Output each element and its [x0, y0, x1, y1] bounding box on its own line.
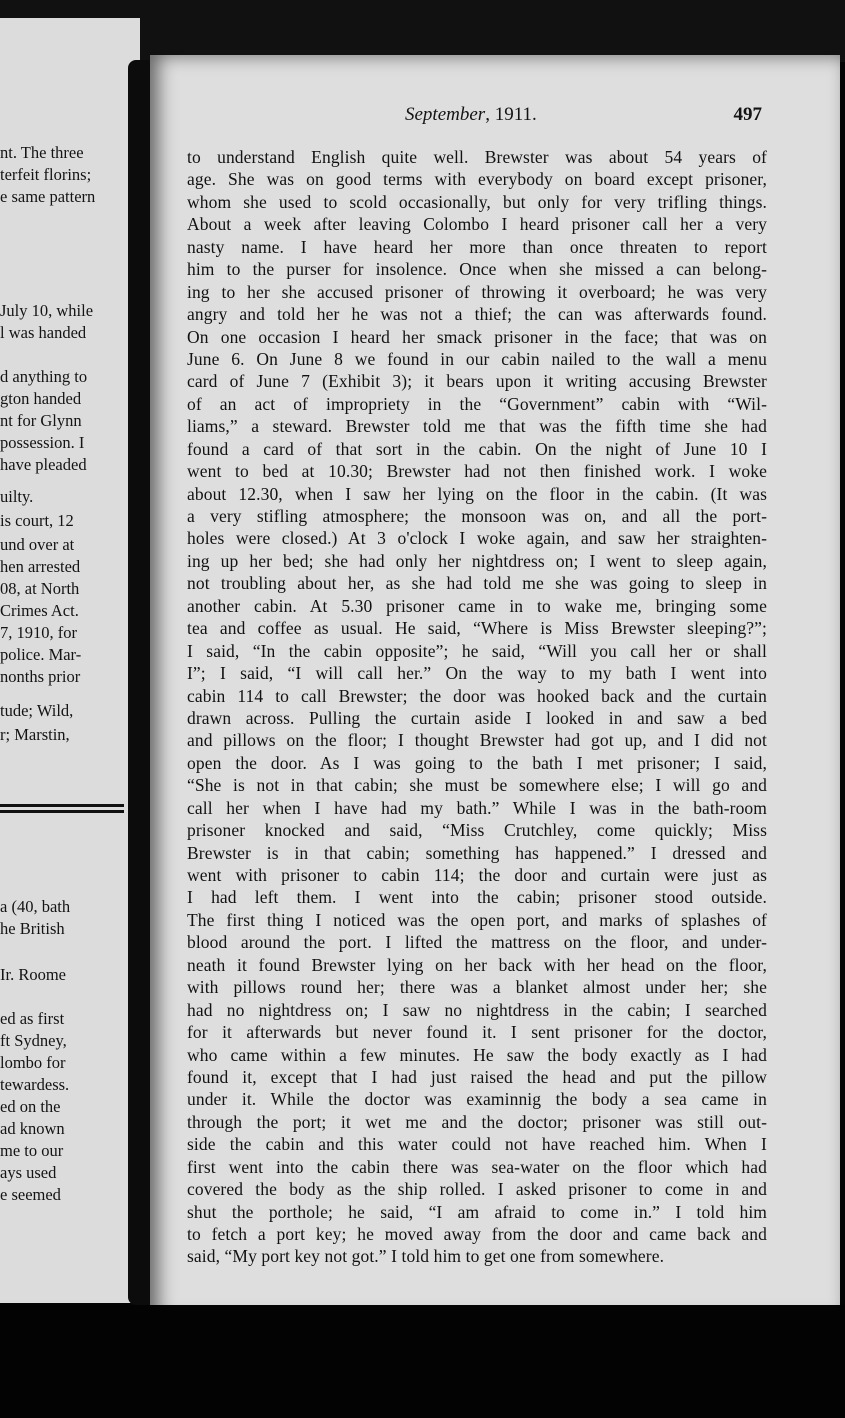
body-line: through the port; it wet me and the doctor; prisoner was still out- [187, 1111, 767, 1132]
left-page-line: is court, 12 [0, 511, 74, 530]
left-page-line: ft Sydney, [0, 1031, 67, 1050]
body-line: went to bed at 10.30; Brewster had not then finished work. I woke [187, 461, 767, 482]
left-page-line: ed as first [0, 1009, 65, 1028]
left-page-line: terfeit florins; [0, 165, 92, 184]
running-header [150, 104, 762, 128]
body-line: blood around the port. I lifted the mattress on the floor, and under- [187, 932, 767, 953]
left-page-line: July 10, while [0, 301, 94, 320]
scan-bottom-border [0, 1305, 845, 1418]
header-month: September [405, 104, 486, 125]
left-page-line: possession. I [0, 433, 85, 452]
body-line: first went into the cabin there was sea-water on the floor which had [187, 1156, 767, 1177]
body-line: for it afterwards but never found it. I sent prisoner for the doctor, [187, 1022, 767, 1043]
body-line: About a week after leaving Colombo I heard prisoner call her a very [187, 214, 767, 235]
left-page-line: e seemed [0, 1185, 61, 1204]
body-line: whom she used to scold occasionally, but only for very trifling things. [187, 191, 767, 212]
body-line: to fetch a port key; he moved away from the door and came back and [187, 1224, 767, 1244]
left-page-line: nt for Glynn [0, 411, 82, 430]
body-line: under it. While the doctor was examinnig the body a sea came in [187, 1089, 767, 1110]
body-line: ing up her bed; she had only her nightdress on; I went to sleep again, [187, 550, 767, 571]
body-line: neath it found Brewster lying on her back with her head on the floor, [187, 954, 767, 975]
body-line: found a card of that sort in the cabin. On the night of June 10 I [187, 438, 767, 459]
body-line: liams,” a steward. Brewster told me that was the fifth time she had [187, 416, 767, 437]
left-page-line: 08, at North [0, 579, 80, 598]
body-line: On one occasion I heard her smack prisoner in the face; that was on [187, 326, 767, 347]
body-line: “She is not in that cabin; she must be somewhere else; I will go and [187, 775, 767, 796]
body-line: cabin 114 to call Brewster; the door was hooked back and the curtain [187, 685, 767, 706]
body-line: nasty name. I have heard her more than once threaten to report [187, 236, 767, 257]
left-page-line: Ir. Roome [0, 965, 66, 984]
body-line: age. She was on good terms with everybody on board except prisoner, [187, 169, 767, 190]
body-line: I had left them. I went into the cabin; prisoner stood outside. [187, 887, 767, 908]
body-line: of an act of impropriety in the “Government” cabin with “Wil- [187, 393, 767, 414]
body-line: a very stifling atmosphere; the monsoon was on, and all the port- [187, 506, 767, 526]
section-rule [0, 810, 124, 813]
left-page-line: nt. The three [0, 143, 84, 162]
body-line: him to the purser for insolence. Once when she missed a can belong- [187, 259, 767, 280]
header-year: , 1911. [485, 104, 537, 125]
left-page-line: a (40, bath [0, 897, 71, 916]
left-page-fragment [0, 18, 140, 1303]
body-line: who came within a few minutes. He saw the body exactly as I had [187, 1044, 767, 1065]
left-page-line: tewardess. [0, 1075, 70, 1094]
body-line: June 6. On June 8 we found in our cabin nailed to the wall a menu [187, 348, 767, 369]
left-page-line: hen arrested [0, 557, 81, 576]
body-line: The first thing I noticed was the open port, and marks of splashes of [187, 909, 767, 930]
body-line: went with prisoner to cabin 114; the door and curtain were just as [187, 865, 767, 885]
body-line: covered the body as the ship rolled. I asked prisoner to come in and [187, 1179, 767, 1200]
left-page-line: have pleaded [0, 455, 87, 474]
left-page-line: d anything to [0, 367, 88, 386]
page-number: 497 [733, 104, 762, 125]
left-page-line: 7, 1910, for [0, 623, 77, 642]
body-line: not troubling about her, as she had told me she was going to sleep in [187, 573, 767, 594]
body-line: drawn across. Pulling the curtain aside I looked in and saw a bed [187, 707, 767, 728]
left-page-line: he British [0, 919, 65, 938]
section-rule [0, 804, 124, 807]
body-line: and pillows on the floor; I thought Brewster had got up, and I did not [187, 730, 767, 751]
body-line: I”; I said, “I will call her.” On the way to my bath I went into [187, 663, 767, 684]
body-line: Brewster is in that cabin; something has happened.” I dressed and [187, 842, 767, 863]
left-page-line: uilty. [0, 487, 34, 506]
left-page-line: nonths prior [0, 667, 81, 686]
left-page-line: ad known [0, 1119, 65, 1138]
body-line: side the cabin and this water could not have reached him. When I [187, 1134, 767, 1155]
body-line: prisoner knocked and said, “Miss Crutchley, come quickly; Miss [187, 820, 767, 841]
body-line: said, “My port key not got.” I told him to get one from somewhere. [187, 1246, 665, 1267]
body-line: tea and coffee as usual. He said, “Where is Miss Brewster sleeping?”; [187, 618, 767, 639]
running-head [405, 104, 537, 126]
left-page-line: Crimes Act. [0, 601, 79, 620]
body-text [187, 146, 767, 1268]
left-page-line: e same pattern [0, 187, 96, 206]
body-line: I said, “In the cabin opposite”; he said, “Will you call her or shall [187, 640, 767, 661]
body-line: another cabin. At 5.30 prisoner came in to wake me, bringing some [187, 595, 767, 616]
body-line: shut the porthole; he said, “I am afraid to come in.” I told him [187, 1201, 767, 1222]
body-line: holes were closed.) At 3 o'clock I woke again, and saw her straighten- [187, 528, 767, 549]
left-page-line: l was handed [0, 323, 87, 342]
body-line: ing to her she accused prisoner of throwing it overboard; he was very [187, 281, 767, 302]
left-page-line: police. Mar- [0, 645, 82, 664]
left-page-line: ays used [0, 1163, 57, 1182]
body-line: open the door. As I was going to the bath I met prisoner; I said, [187, 752, 767, 773]
body-line: about 12.30, when I saw her lying on the floor in the cabin. (It was [187, 483, 767, 504]
body-line: to understand English quite well. Brewster was about 54 years of [187, 147, 767, 167]
body-line: with pillows round her; there was a blanket almost under her; she [187, 977, 767, 998]
left-page-line: und over at [0, 535, 75, 554]
body-line: call her when I have had my bath.” While I was in the bath-room [187, 797, 767, 818]
left-page-line: lombo for [0, 1053, 66, 1072]
body-line: card of June 7 (Exhibit 3); it bears upon it writing accusing Brewster [187, 371, 767, 392]
body-line: had no nightdress on; I saw no nightdress in the cabin; I searched [187, 999, 767, 1020]
body-line: angry and told her he was not a thief; the can was afterwards found. [187, 304, 767, 325]
left-page-line: me to our [0, 1141, 64, 1160]
left-page-line: ed on the [0, 1097, 61, 1116]
body-line: found it, except that I had just raised the head and put the pillow [187, 1066, 767, 1087]
left-page-line: r; Marstin, [0, 725, 70, 744]
left-page-line: gton handed [0, 389, 82, 408]
left-page-line: tude; Wild, [0, 701, 74, 720]
